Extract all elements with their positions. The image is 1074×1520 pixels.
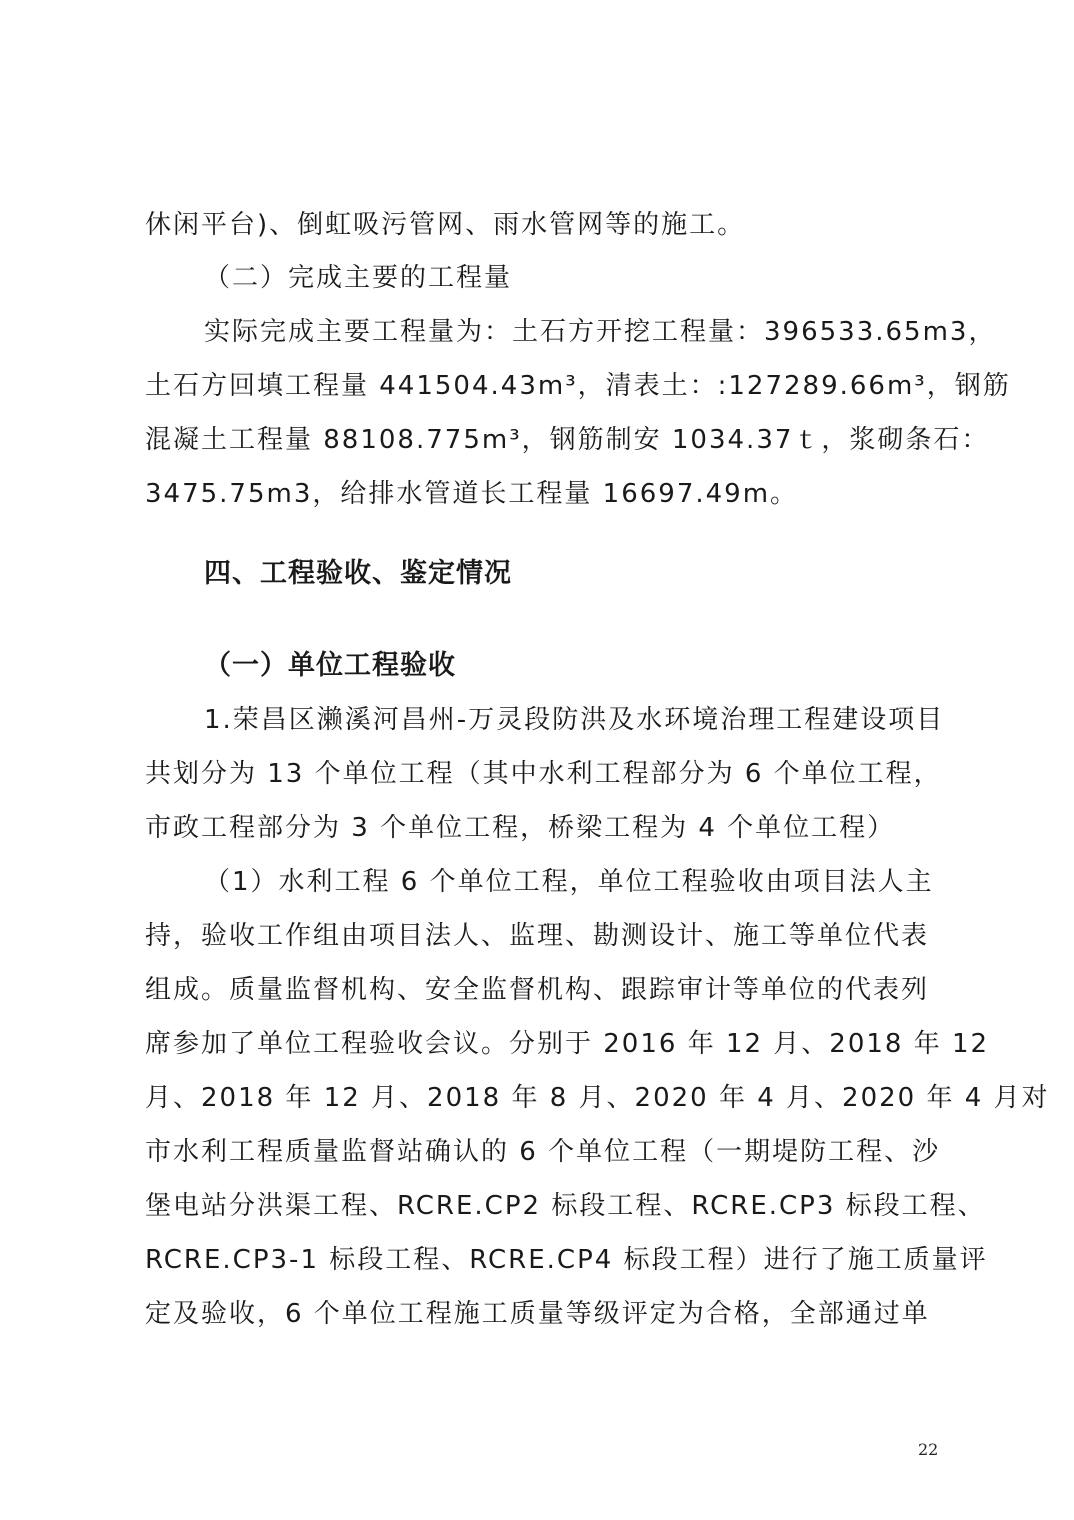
paragraph-line: 混凝土工程量 88108.775m³，钢筋制安 1034.37ｔ，浆砌条石：	[145, 425, 990, 455]
subsection-title: （二）完成主要的工程量	[204, 263, 513, 293]
page-number: 22	[918, 1440, 939, 1459]
section-heading: 四、工程验收、鉴定情况	[204, 558, 512, 589]
paragraph-line: （1）水利工程 6 个单位工程，单位工程验收由项目法人主	[204, 867, 934, 897]
paragraph-line: 共划分为 13 个单位工程（其中水利工程部分为 6 个单位工程，	[145, 759, 942, 789]
paragraph-line: 土石方回填工程量 441504.43m³，清表土：:127289.66m³，钢筋	[145, 371, 1011, 401]
paragraph-line: 组成。质量监督机构、安全监督机构、跟踪审计等单位的代表列	[145, 975, 930, 1005]
paragraph-line: 堡电站分洪渠工程、RCRE.CP2 标段工程、RCRE.CP3 标段工程、	[145, 1191, 986, 1221]
paragraph-line: 市政工程部分为 3 个单位工程，桥梁工程为 4 个单位工程）	[145, 813, 896, 843]
paragraph-line: 1.荣昌区濑溪河昌州-万灵段防洪及水环境治理工程建设项目	[204, 705, 945, 735]
subsection-heading: （一）单位工程验收	[204, 650, 456, 681]
paragraph-line: 持，验收工作组由项目法人、监理、勘测设计、施工等单位代表	[145, 921, 930, 951]
paragraph-line: 定及验收，6 个单位工程施工质量等级评定为合格，全部通过单	[145, 1299, 930, 1329]
paragraph-line: 市水利工程质量监督站确认的 6 个单位工程（一期堤防工程、沙	[145, 1137, 941, 1167]
paragraph-line: 月、2018 年 12 月、2018 年 8 月、2020 年 4 月、2020 年 4 月对	[145, 1083, 1050, 1113]
paragraph-line: 3475.75m3，给排水管道长工程量 16697.49m。	[145, 479, 799, 509]
text-line: 休闲平台)、倒虹吸污管网、雨水管网等的施工。	[145, 210, 746, 240]
paragraph-line: 实际完成主要工程量为：土石方开挖工程量：396533.65m3，	[204, 317, 997, 347]
paragraph-line: 席参加了单位工程验收会议。分别于 2016 年 12 月、2018 年 12	[145, 1029, 990, 1059]
paragraph-line: RCRE.CP3-1 标段工程、RCRE.CP4 标段工程）进行了施工质量评	[145, 1245, 988, 1275]
